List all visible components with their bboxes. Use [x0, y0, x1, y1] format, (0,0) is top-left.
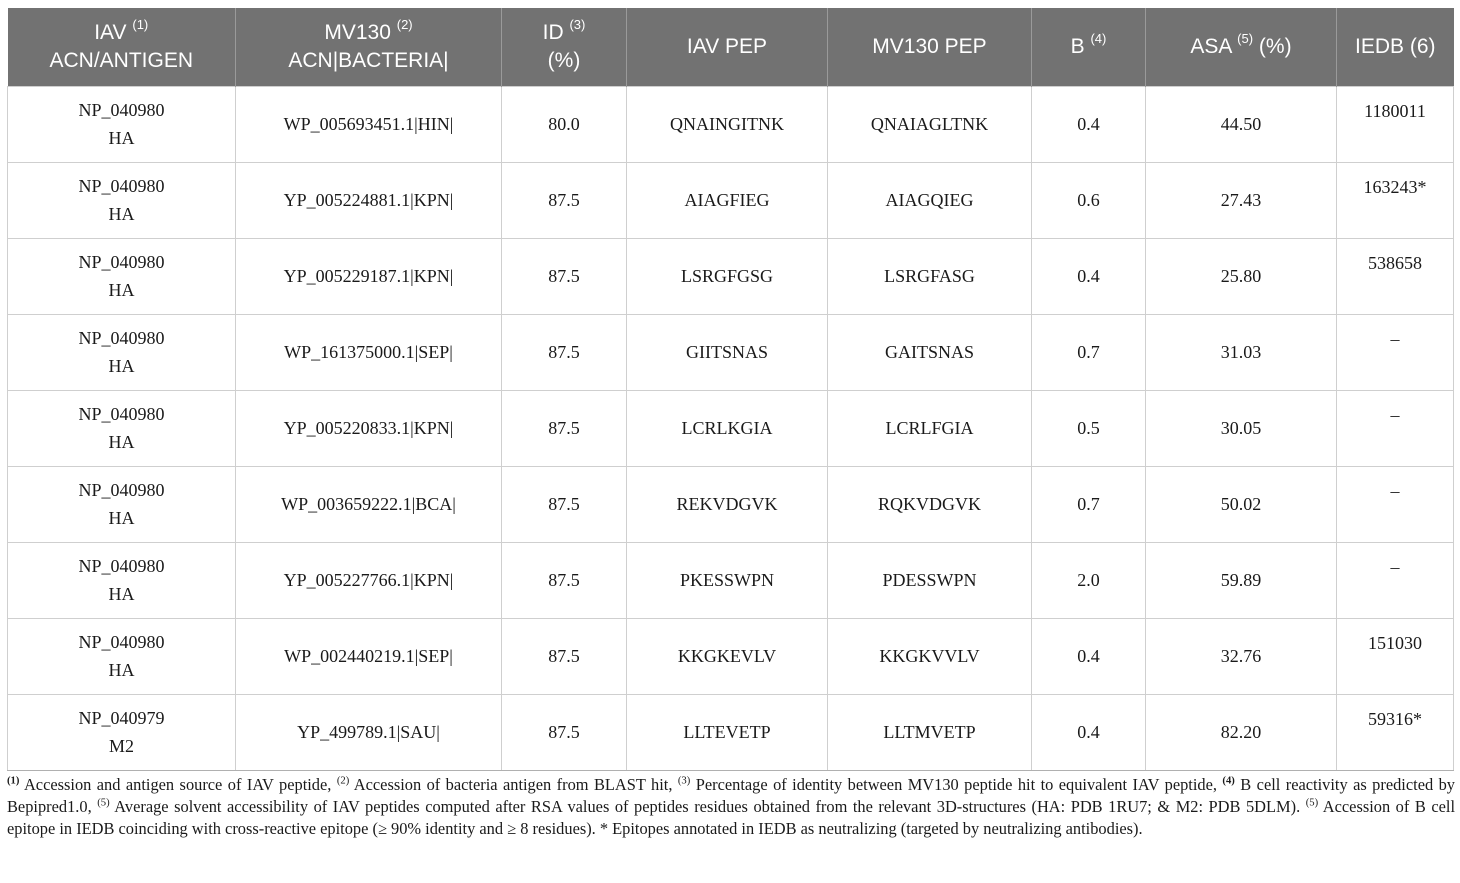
cell-bacteria-acn: YP_005229187.1|KPN| [236, 238, 502, 314]
footnote-text: B cell reactivity as predicted by Bepipred1.0, [7, 775, 1455, 816]
cell-asa: 31.03 [1146, 314, 1337, 390]
cell-b-reactivity: 0.6 [1032, 162, 1146, 238]
antigen-text: HA [108, 204, 135, 224]
table-row [8, 162, 1454, 238]
cell-acn-antigen [8, 618, 236, 694]
cell-asa: 25.80 [1146, 238, 1337, 314]
header-iav-acn-antigen: IAV $^{(1)}$ ACN/ANTIGEN [8, 8, 236, 86]
cell-iav-pep: PKESSWPN [627, 542, 828, 618]
antigen-text: HA [108, 356, 135, 376]
antigen-text: HA [108, 128, 135, 148]
footnotes [7, 774, 1455, 840]
cell-bacteria-acn: WP_002440219.1|SEP| [236, 618, 502, 694]
cell-mv130-pep: LLTMVETP [828, 694, 1032, 770]
acn-text: NP_040980 [78, 632, 165, 652]
cell-asa: 30.05 [1146, 390, 1337, 466]
cell-bacteria-acn: WP_003659222.1|BCA| [236, 466, 502, 542]
cell-asa: 27.43 [1146, 162, 1337, 238]
footnote-mark: (5) [1305, 797, 1319, 809]
cell-identity: 87.5 [502, 618, 627, 694]
footnote-mark: (4) [1222, 775, 1235, 787]
cell-iedb: – [1337, 390, 1454, 466]
antigen-text: M2 [108, 736, 134, 756]
cell-iedb: 163243* [1337, 162, 1454, 238]
cell-asa: 82.20 [1146, 694, 1337, 770]
acn-text: NP_040979 [78, 708, 165, 728]
footnote-text: Average solvent accessibility of IAV peptides computed after RSA values of peptides residues obtained from the relevant 3D-structures (HA: PDB 1RU7; & M2: PDB 5DLM). [109, 797, 1306, 816]
cell-b-reactivity: 0.7 [1032, 466, 1146, 542]
header-mv130-pep: MV130 PEP [828, 8, 1032, 86]
cell-b-reactivity: 0.4 [1032, 238, 1146, 314]
cell-identity: 87.5 [502, 694, 627, 770]
footnote-mark: (2) [336, 775, 350, 787]
cell-b-reactivity: 0.4 [1032, 694, 1146, 770]
cell-mv130-pep: LSRGFASG [828, 238, 1032, 314]
cell-asa: 50.02 [1146, 466, 1337, 542]
footnote-mark: (1) [7, 775, 20, 787]
header-b: B $^{(4)}$ [1032, 8, 1146, 86]
peptide-table [7, 8, 1454, 771]
cell-bacteria-acn: YP_499789.1|SAU| [236, 694, 502, 770]
footnote-mark: (3) [677, 775, 691, 787]
cell-acn-antigen [8, 86, 236, 162]
cell-acn-antigen [8, 314, 236, 390]
cell-identity: 87.5 [502, 542, 627, 618]
cell-acn-antigen [8, 238, 236, 314]
cell-acn-antigen [8, 162, 236, 238]
cell-bacteria-acn: YP_005220833.1|KPN| [236, 390, 502, 466]
cell-asa: 32.76 [1146, 618, 1337, 694]
cell-iedb: 538658 [1337, 238, 1454, 314]
cell-iav-pep: LSRGFGSG [627, 238, 828, 314]
cell-bacteria-acn: YP_005227766.1|KPN| [236, 542, 502, 618]
acn-text: NP_040980 [78, 328, 165, 348]
cell-b-reactivity: 0.5 [1032, 390, 1146, 466]
cell-identity: 87.5 [502, 390, 627, 466]
cell-b-reactivity: 0.4 [1032, 86, 1146, 162]
cell-iav-pep: GIITSNAS [627, 314, 828, 390]
cell-iav-pep: LLTEVETP [627, 694, 828, 770]
cell-bacteria-acn: WP_161375000.1|SEP| [236, 314, 502, 390]
acn-text: NP_040980 [78, 176, 165, 196]
footnote-text: Accession and antigen source of IAV peptide, [19, 775, 337, 794]
cell-identity: 87.5 [502, 466, 627, 542]
cell-mv130-pep: KKGKVVLV [828, 618, 1032, 694]
acn-text: NP_040980 [78, 480, 165, 500]
footnote-mark: (5) [97, 797, 110, 809]
cell-iedb: 59316* [1337, 694, 1454, 770]
cell-mv130-pep: QNAIAGLTNK [828, 86, 1032, 162]
table-row [8, 238, 1454, 314]
table-container [7, 8, 1453, 771]
cell-mv130-pep: AIAGQIEG [828, 162, 1032, 238]
cell-identity: 80.0 [502, 86, 627, 162]
cell-b-reactivity: 0.7 [1032, 314, 1146, 390]
table-row [8, 542, 1454, 618]
cell-mv130-pep: LCRLFGIA [828, 390, 1032, 466]
table-row [8, 86, 1454, 162]
table-header-row [8, 8, 1454, 86]
table-row [8, 618, 1454, 694]
footnote-text: Accession of bacteria antigen from BLAST hit, [349, 775, 678, 794]
cell-mv130-pep: RQKVDGVK [828, 466, 1032, 542]
acn-text: NP_040980 [78, 100, 165, 120]
header-asa: ASA $^{(5)}$ (%) [1146, 8, 1337, 86]
cell-asa: 44.50 [1146, 86, 1337, 162]
header-id-percent: ID $^{(3)}$ (%) [502, 8, 627, 86]
table-row [8, 466, 1454, 542]
cell-iedb: – [1337, 314, 1454, 390]
cell-identity: 87.5 [502, 162, 627, 238]
cell-bacteria-acn: YP_005224881.1|KPN| [236, 162, 502, 238]
antigen-text: HA [108, 660, 135, 680]
header-iedb: IEDB (6) [1337, 8, 1454, 86]
antigen-text: HA [108, 432, 135, 452]
footnote-text: Percentage of identity between MV130 peptide hit to equivalent IAV peptide, [690, 775, 1223, 794]
cell-iav-pep: QNAINGITNK [627, 86, 828, 162]
antigen-text: HA [108, 280, 135, 300]
cell-b-reactivity: 0.4 [1032, 618, 1146, 694]
table-row [8, 390, 1454, 466]
cell-iav-pep: AIAGFIEG [627, 162, 828, 238]
header-iav-pep: IAV PEP [627, 8, 828, 86]
cell-iav-pep: KKGKEVLV [627, 618, 828, 694]
cell-identity: 87.5 [502, 238, 627, 314]
cell-iedb: 1180011 [1337, 86, 1454, 162]
cell-iedb: – [1337, 542, 1454, 618]
cell-identity: 87.5 [502, 314, 627, 390]
cell-iedb: – [1337, 466, 1454, 542]
cell-mv130-pep: PDESSWPN [828, 542, 1032, 618]
header-mv130-acn-bacteria: MV130 $^{(2)}$ ACN|BACTERIA| [236, 8, 502, 86]
antigen-text: HA [108, 584, 135, 604]
cell-acn-antigen [8, 466, 236, 542]
cell-acn-antigen [8, 390, 236, 466]
cell-mv130-pep: GAITSNAS [828, 314, 1032, 390]
cell-acn-antigen [8, 694, 236, 770]
footnote-text: Accession of B cell epitope in IEDB coinciding with cross-reactive epitope (≥ 90% identity and ≥ 8 residues). * Epitopes annotated in IEDB as neutralizing (targeted by neutralizing antibodies). [7, 797, 1456, 838]
cell-asa: 59.89 [1146, 542, 1337, 618]
table-body [8, 86, 1454, 770]
acn-text: NP_040980 [78, 556, 165, 576]
cell-b-reactivity: 2.0 [1032, 542, 1146, 618]
cell-iav-pep: REKVDGVK [627, 466, 828, 542]
cell-iedb: 151030 [1337, 618, 1454, 694]
table-row [8, 314, 1454, 390]
acn-text: NP_040980 [78, 252, 165, 272]
antigen-text: HA [108, 508, 135, 528]
acn-text: NP_040980 [78, 404, 165, 424]
cell-iav-pep: LCRLKGIA [627, 390, 828, 466]
cell-bacteria-acn: WP_005693451.1|HIN| [236, 86, 502, 162]
table-row [8, 694, 1454, 770]
cell-acn-antigen [8, 542, 236, 618]
